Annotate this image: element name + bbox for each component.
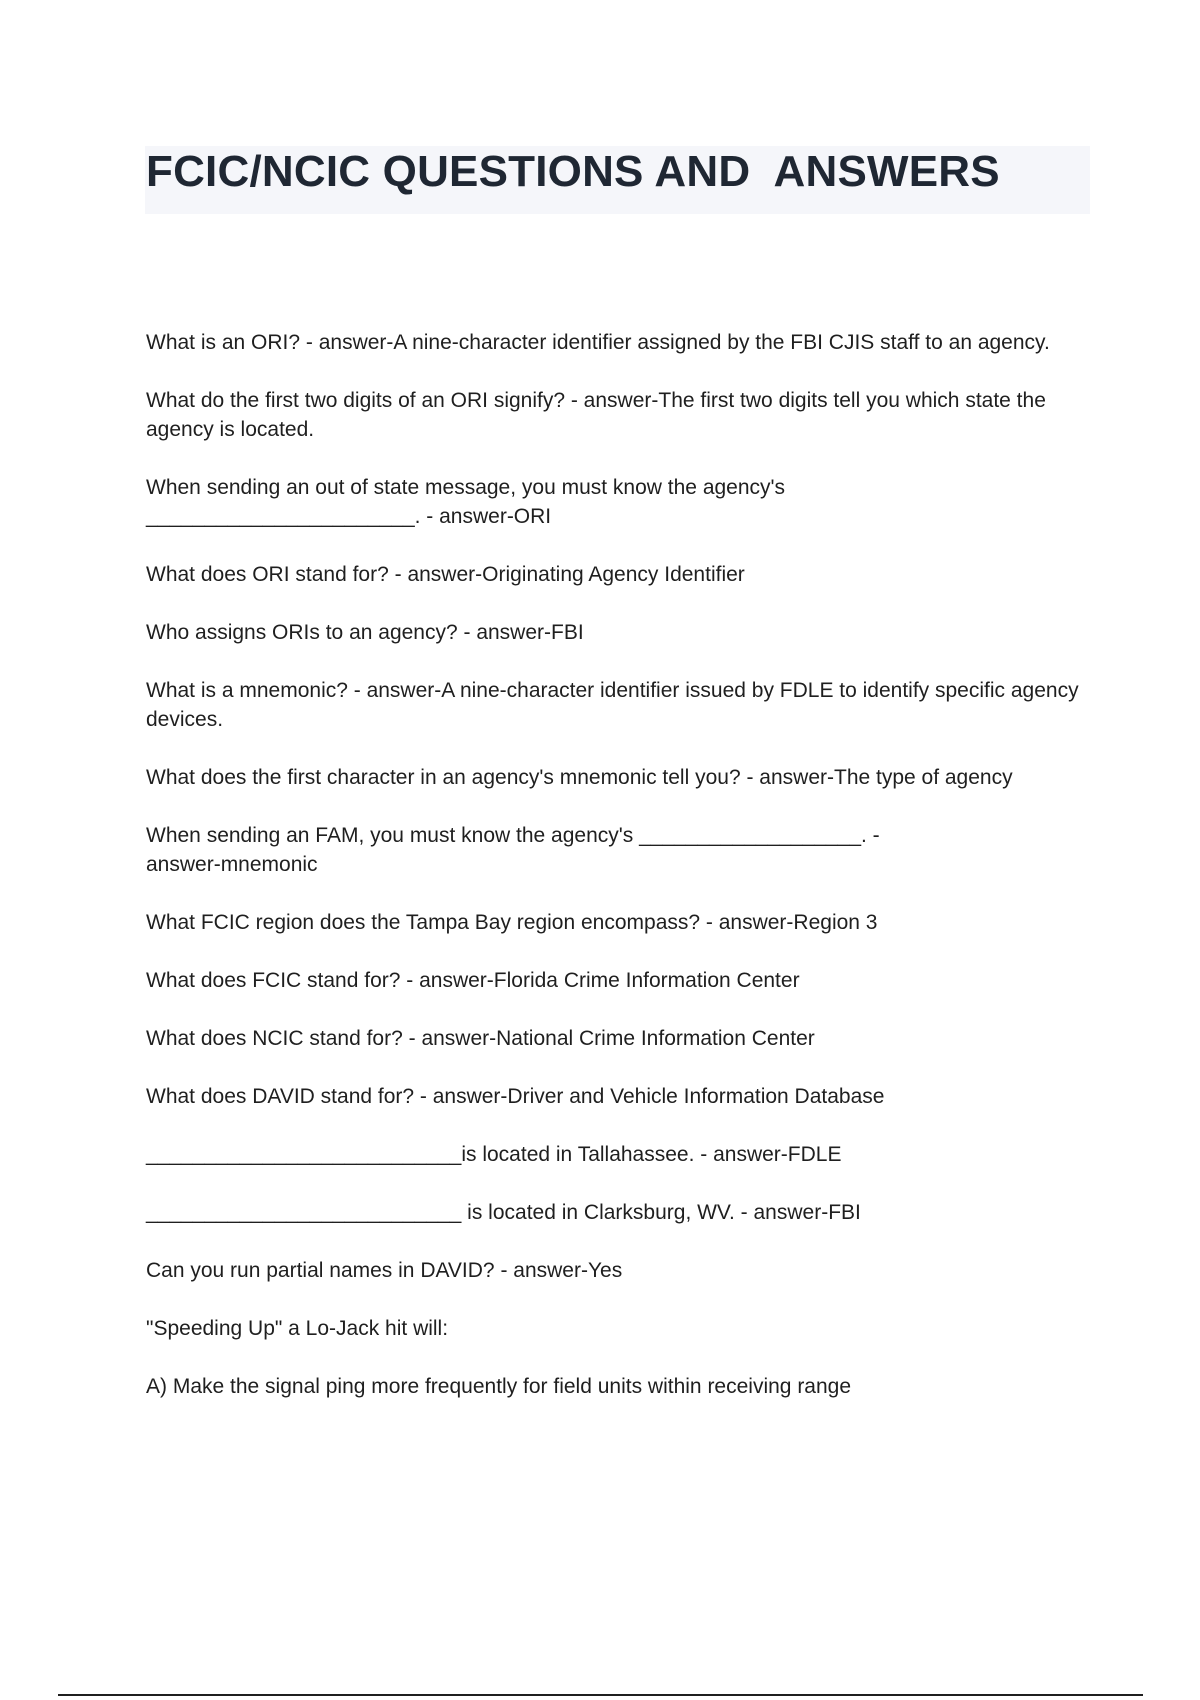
qa-item: What does FCIC stand for? - answer-Florida Crime Information Center [146, 969, 800, 992]
qa-item: What is an ORI? - answer-A nine-character identifier assigned by the FBI CJIS staff to an agency. [146, 331, 1050, 354]
qa-item: What does ORI stand for? - answer-Originating Agency Identifier [146, 563, 745, 586]
qa-item: What is a mnemonic? - answer-A nine-character identifier issued by FDLE to identify specific agency devices. [146, 679, 1085, 731]
qa-list [146, 328, 1085, 1430]
qa-item: ___________________________ is located in Clarksburg, WV. - answer-FBI [146, 1201, 861, 1224]
qa-item: Can you run partial names in DAVID? - answer-Yes [146, 1259, 623, 1282]
footer-divider [58, 1694, 1143, 1696]
qa-item: Who assigns ORIs to an agency? - answer-FBI [146, 621, 584, 644]
qa-item: What does the first character in an agency's mnemonic tell you? - answer-The type of agency [146, 766, 1013, 789]
qa-item: ___________________________is located in Tallahassee. - answer-FDLE [146, 1143, 842, 1166]
qa-item: When sending an FAM, you must know the agency's ___________________. - answer-mnemonic [146, 824, 880, 876]
qa-item: What do the first two digits of an ORI signify? - answer-The first two digits tell you which state the agency is located. [146, 389, 1052, 441]
qa-item: What does DAVID stand for? - answer-Driver and Vehicle Information Database [146, 1085, 885, 1108]
qa-item: What does NCIC stand for? - answer-National Crime Information Center [146, 1027, 815, 1050]
qa-item: What FCIC region does the Tampa Bay region encompass? - answer-Region 3 [146, 911, 878, 934]
qa-item: "Speeding Up" a Lo-Jack hit will: [146, 1317, 449, 1340]
document-title: FCIC/NCIC QUESTIONS AND ANSWERS [146, 147, 1000, 196]
qa-item: A) Make the signal ping more frequently for field units within receiving range [146, 1375, 852, 1398]
qa-item: When sending an out of state message, you must know the agency's _______________________. - answer-ORI [146, 476, 786, 528]
